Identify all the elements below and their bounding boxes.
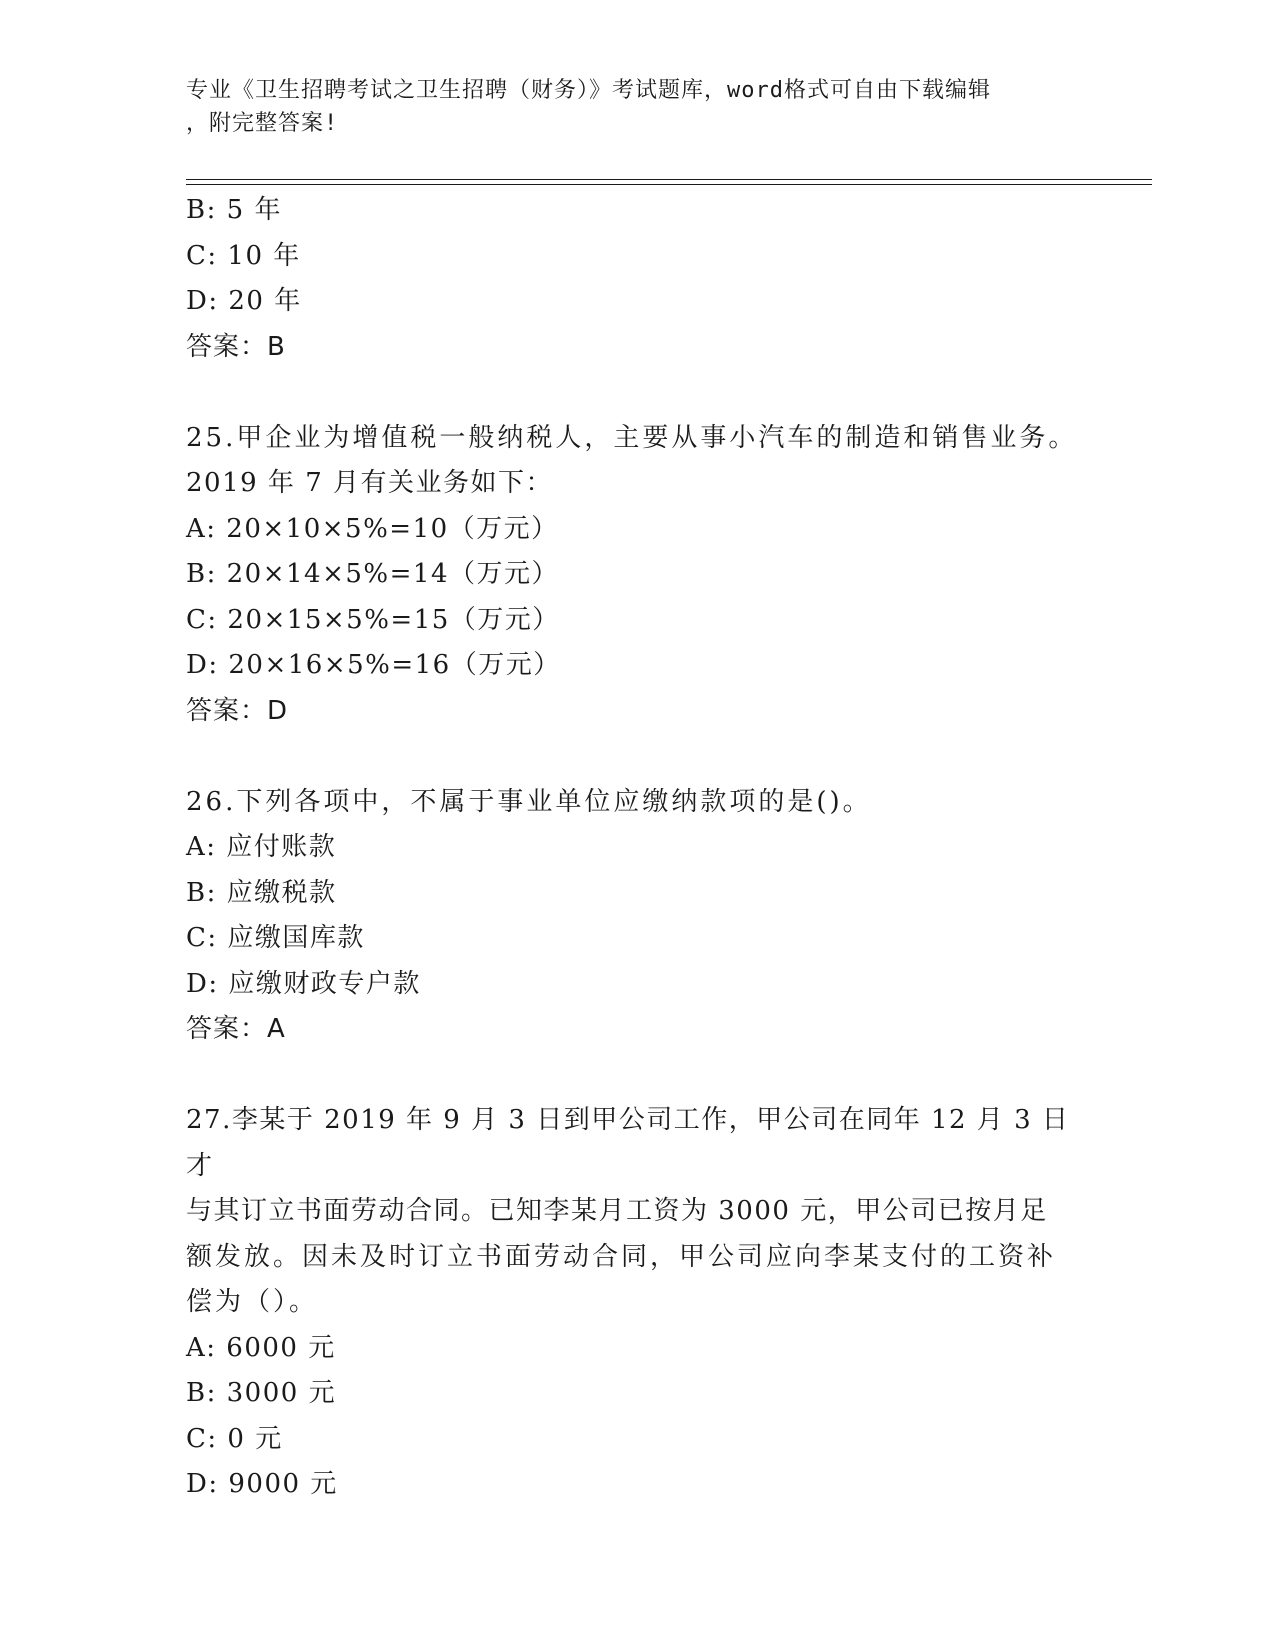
document-header xyxy=(186,74,1086,140)
spacer xyxy=(186,1053,1086,1099)
option-b: B: 3000 元 xyxy=(186,1378,337,1408)
question-stem xyxy=(186,1098,1086,1326)
document-body xyxy=(186,188,1086,1508)
option-b: B: 20×14×5%=14（万元） xyxy=(186,559,559,589)
header-divider-top xyxy=(186,179,1152,180)
option-d: D: 应缴财政专户款 xyxy=(186,968,421,999)
option-a: A: 应付账款 xyxy=(186,832,337,862)
header-line-2: ，附完整答案! xyxy=(186,111,339,136)
option-b: B: 5 年 xyxy=(186,195,282,225)
answer-line: 答案：A xyxy=(186,1014,286,1044)
question-stem-line: 26.下列各项中，不属于事业单位应缴纳款项的是()。 xyxy=(186,786,872,817)
question-stem xyxy=(186,780,1086,826)
question-stem-line: 2019 年 7 月有关业务如下： xyxy=(186,468,554,498)
question-stem-line: 额发放。因未及时订立书面劳动合同，甲公司应向李某支付的工资补 xyxy=(186,1241,1057,1272)
header-divider-bottom xyxy=(186,184,1152,185)
question-24-tail xyxy=(186,188,1086,370)
question-stem-line: 27.李某于 2019 年 9 月 3 日到甲公司工作，甲公司在同年 12 月 3 日才 xyxy=(186,1105,1070,1181)
option-c: C: 10 年 xyxy=(186,240,301,271)
question-27 xyxy=(186,1098,1086,1508)
spacer xyxy=(186,370,1086,416)
option-d: D: 20 年 xyxy=(186,286,302,316)
option-d: D: 20×16×5%=16（万元） xyxy=(186,650,561,680)
header-line-1: 专业《卫生招聘考试之卫生招聘（财务）》考试题库，word格式可自由下载编辑 xyxy=(186,78,991,103)
option-b: B: 应缴税款 xyxy=(186,877,337,908)
question-stem-line: 与其订立书面劳动合同。已知李某月工资为 3000 元，甲公司已按月足 xyxy=(186,1196,1048,1226)
question-stem-line: 偿为（）。 xyxy=(186,1287,319,1317)
option-a: A: 6000 元 xyxy=(186,1332,336,1363)
option-c: C: 0 元 xyxy=(186,1423,283,1454)
spacer xyxy=(186,734,1086,780)
option-d: D: 9000 元 xyxy=(186,1469,338,1499)
question-stem-line: 25.甲企业为增值税一般纳税人，主要从事小汽车的制造和销售业务。 xyxy=(186,422,1078,453)
option-c: C: 应缴国库款 xyxy=(186,923,365,953)
option-a: A: 20×10×5%=10（万元） xyxy=(186,513,559,544)
question-25 xyxy=(186,416,1086,735)
question-stem xyxy=(186,416,1086,507)
answer-line: 答案：D xyxy=(186,695,289,726)
answer-line: 答案：B xyxy=(186,331,286,362)
question-26 xyxy=(186,780,1086,1053)
option-c: C: 20×15×5%=15（万元） xyxy=(186,604,560,635)
